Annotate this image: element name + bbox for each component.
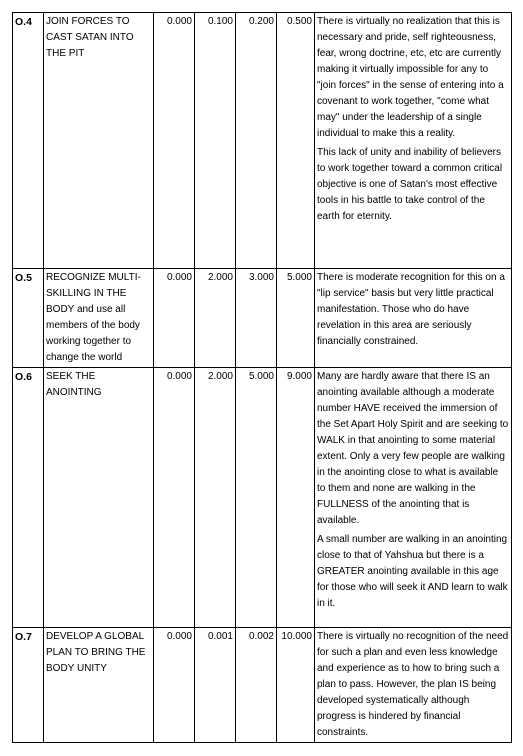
objective-title: DEVELOP A GLOBAL PLAN TO BRING THE BODY UNITY — [44, 628, 154, 743]
description-paragraph: There is virtually no realization that this is necessary and pride, self righteousness, fear, wrong doctrine, etc, etc are currently making it virtually impossible for any to "join forces" in the sense of entering into a covenant to work together, "come what may" under the leadership of a single individual to make this a reality. — [317, 16, 504, 139]
objective-title: RECOGNIZE MULTI-SKILLING IN THE BODY and use all members of the body working together to change the world — [44, 269, 154, 368]
value-3: 3.000 — [236, 269, 277, 368]
description — [315, 269, 512, 368]
description — [315, 368, 512, 628]
value-2: 2.000 — [195, 368, 236, 628]
value-4: 10.000 — [277, 628, 315, 743]
value-1: 0.000 — [154, 13, 195, 269]
value-3: 5.000 — [236, 368, 277, 628]
description-paragraph: There is virtually no recognition of the need for such a plan and even less knowledge and experience as to how to bring such a plan to pass. However, the plan IS being developed systematically although progress is hindered by financial constraints. — [317, 631, 509, 738]
description-paragraph: A small number are walking in an anointing close to that of Yahshua but there is a GREATER anointing available in this age for those who will seek it AND learn to walk in it. — [317, 534, 508, 609]
value-2: 0.100 — [195, 13, 236, 269]
value-1: 0.000 — [154, 628, 195, 743]
table-row — [13, 269, 512, 368]
description — [315, 628, 512, 743]
value-2: 2.000 — [195, 269, 236, 368]
objective-title: JOIN FORCES TO CAST SATAN INTO THE PIT — [44, 13, 154, 269]
description — [315, 13, 512, 269]
row-id: O.4 — [13, 13, 44, 269]
value-1: 0.000 — [154, 368, 195, 628]
value-4: 5.000 — [277, 269, 315, 368]
objective-title: SEEK THE ANOINTING — [44, 368, 154, 628]
row-id: O.6 — [13, 368, 44, 628]
description-paragraph: There is moderate recognition for this on a "lip service" basis but very little practical manifestation. Those who do have revelation in this area are seriously financially constrained. — [317, 272, 505, 347]
row-id: O.7 — [13, 628, 44, 743]
table-row — [13, 13, 512, 269]
table-row — [13, 628, 512, 743]
description-paragraph: Many are hardly aware that there IS an anointing available although a moderate number HAVE received the immersion of the Set Apart Holy Spirit and are seeking to WALK in that anointing to some material extent. Only a very few people are walking in the anointing close to what is available to them and none are walking in the FULLNESS of the anointing that is available. — [317, 371, 509, 526]
objectives-table — [12, 12, 512, 743]
row-id: O.5 — [13, 269, 44, 368]
value-3: 0.002 — [236, 628, 277, 743]
description-paragraph: This lack of unity and inability of believers to work together toward a common critical objective is one of Satan's most effective tools in his battle to take control of the earth for eternity. — [317, 147, 503, 222]
value-4: 0.500 — [277, 13, 315, 269]
value-4: 9.000 — [277, 368, 315, 628]
value-1: 0.000 — [154, 269, 195, 368]
table-row — [13, 368, 512, 628]
value-3: 0.200 — [236, 13, 277, 269]
value-2: 0.001 — [195, 628, 236, 743]
